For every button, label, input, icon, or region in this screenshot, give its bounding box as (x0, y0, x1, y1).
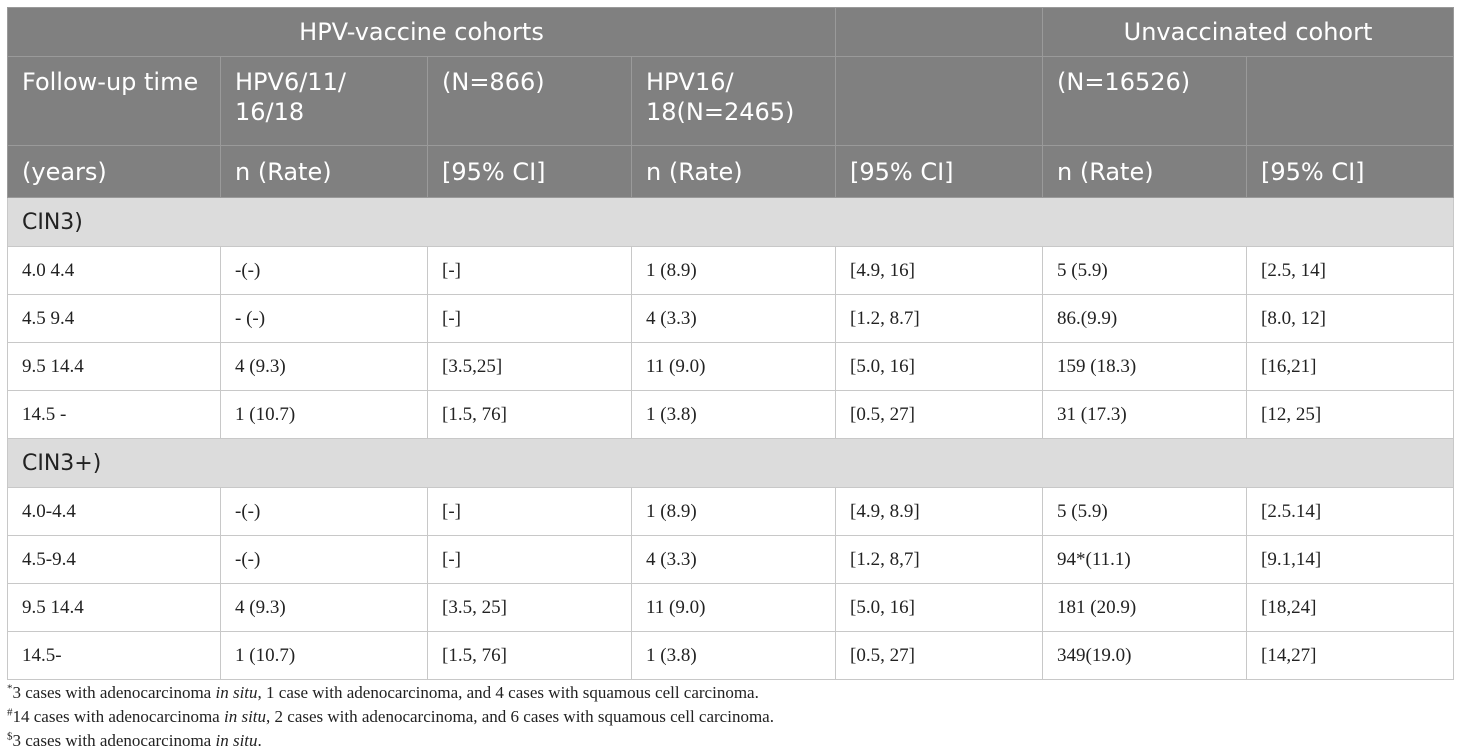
table-cell: [-] (428, 247, 632, 295)
header-measure-cell: n (Rate) (221, 146, 428, 198)
footnote-text-end: , 2 cases with adenocarcinoma, and 6 cases with squamous cell carcinoma. (266, 707, 774, 726)
table-cell: [14,27] (1247, 632, 1454, 680)
table-cell: [5.0, 16] (836, 584, 1043, 632)
table-cell: 1 (3.8) (632, 632, 836, 680)
table-cell: [2.5, 14] (1247, 247, 1454, 295)
header-unvaccinated-cohort: Unvaccinated cohort (1043, 8, 1454, 57)
header-measure-cell: [95% CI] (428, 146, 632, 198)
table-cell: -(-) (221, 247, 428, 295)
table-cell: [9.1,14] (1247, 536, 1454, 584)
header-cohort-cell: HPV6/11/ 16/18 (221, 57, 428, 146)
table-cell: [8.0, 12] (1247, 295, 1454, 343)
footnote (7, 705, 1453, 729)
table-cell: 4.0-4.4 (8, 488, 221, 536)
table-cell: 1 (10.7) (221, 632, 428, 680)
table-cell: [-] (428, 536, 632, 584)
header-cohort-cell (1247, 57, 1454, 146)
table-body (8, 198, 1454, 680)
results-table (7, 7, 1454, 680)
table-cell: 4 (3.3) (632, 295, 836, 343)
table-row (8, 295, 1454, 343)
footnote-mark: * (7, 682, 13, 695)
section-row (8, 439, 1454, 488)
table-cell: 1 (3.8) (632, 391, 836, 439)
header-vaccine-cohorts: HPV-vaccine cohorts (8, 8, 836, 57)
table-cell: 94*(11.1) (1043, 536, 1247, 584)
footnote-text: 14 cases with adenocarcinoma (12, 707, 224, 726)
table-cell: 9.5 14.4 (8, 584, 221, 632)
table-cell: 349(19.0) (1043, 632, 1247, 680)
footnote (7, 729, 1453, 753)
results-table-container (7, 7, 1453, 680)
header-measure-cell: (years) (8, 146, 221, 198)
table-cell: [3.5, 25] (428, 584, 632, 632)
table-cell: 159 (18.3) (1043, 343, 1247, 391)
table-cell: 181 (20.9) (1043, 584, 1247, 632)
table-cell: [0.5, 27] (836, 632, 1043, 680)
header-cohort-cell: Follow-up time (8, 57, 221, 146)
table-row (8, 632, 1454, 680)
footnote-italic: in situ (215, 683, 258, 702)
footnote-mark: $ (7, 730, 13, 743)
header-cohort-cell: (N=16526) (1043, 57, 1247, 146)
table-cell: 4.0 4.4 (8, 247, 221, 295)
footnote-text-end: , 1 case with adenocarcinoma, and 4 cases with squamous cell carcinoma. (257, 683, 759, 702)
table-cell: [0.5, 27] (836, 391, 1043, 439)
table-cell: 14.5 - (8, 391, 221, 439)
table-cell: 4.5-9.4 (8, 536, 221, 584)
table-cell: 14.5- (8, 632, 221, 680)
table-cell: [3.5,25] (428, 343, 632, 391)
table-cell: 1 (10.7) (221, 391, 428, 439)
table-row (8, 584, 1454, 632)
table-row (8, 536, 1454, 584)
table-cell: 11 (9.0) (632, 343, 836, 391)
table-row (8, 488, 1454, 536)
table-cell: [16,21] (1247, 343, 1454, 391)
footnote-text-end: . (257, 731, 262, 750)
table-cell: [1.2, 8.7] (836, 295, 1043, 343)
header-measure-cell: n (Rate) (1043, 146, 1247, 198)
table-cell: 86.(9.9) (1043, 295, 1247, 343)
header-measure-cell: n (Rate) (632, 146, 836, 198)
table-cell: 4.5 9.4 (8, 295, 221, 343)
header-cohort-cell (836, 57, 1043, 146)
table-cell: 4 (9.3) (221, 343, 428, 391)
table-row (8, 343, 1454, 391)
footnote-mark: # (7, 706, 13, 719)
footnote-italic: in situ (223, 707, 267, 726)
section-row (8, 198, 1454, 247)
footnote-text: 3 cases with adenocarcinoma (12, 731, 216, 750)
table-cell: 4 (9.3) (221, 584, 428, 632)
table-cell: 5 (5.9) (1043, 247, 1247, 295)
header-measure-cell: [95% CI] (1247, 146, 1454, 198)
header-cohort-cell: HPV16/ 18(N=2465) (632, 57, 836, 146)
table-cell: [12, 25] (1247, 391, 1454, 439)
header-row-cohorts (8, 57, 1454, 146)
footnote (7, 681, 1453, 705)
table-cell: 1 (8.9) (632, 247, 836, 295)
table-cell: [4.9, 8.9] (836, 488, 1043, 536)
table-cell: - (-) (221, 295, 428, 343)
header-row-measures (8, 146, 1454, 198)
section-label: CIN3) (8, 198, 1454, 247)
header-cohort-cell: (N=866) (428, 57, 632, 146)
section-label: CIN3+) (8, 439, 1454, 488)
table-cell: 4 (3.3) (632, 536, 836, 584)
table-cell: 9.5 14.4 (8, 343, 221, 391)
table-cell: [4.9, 16] (836, 247, 1043, 295)
header-measure-cell: [95% CI] (836, 146, 1043, 198)
table-cell: -(-) (221, 536, 428, 584)
table-cell: 1 (8.9) (632, 488, 836, 536)
table-cell: [1.2, 8,7] (836, 536, 1043, 584)
table-cell: [5.0, 16] (836, 343, 1043, 391)
header-row-groups (8, 8, 1454, 57)
footnotes (7, 681, 1453, 753)
table-cell: [18,24] (1247, 584, 1454, 632)
table-cell: [1.5, 76] (428, 391, 632, 439)
footnote-text: 3 cases with adenocarcinoma (12, 683, 216, 702)
table-cell: [-] (428, 295, 632, 343)
header-blank (836, 8, 1043, 57)
table-cell: [-] (428, 488, 632, 536)
table-cell: [1.5, 76] (428, 632, 632, 680)
table-row (8, 391, 1454, 439)
table-cell: 11 (9.0) (632, 584, 836, 632)
footnote-italic: in situ (215, 731, 258, 750)
table-cell: [2.5.14] (1247, 488, 1454, 536)
table-row (8, 247, 1454, 295)
table-cell: -(-) (221, 488, 428, 536)
table-cell: 31 (17.3) (1043, 391, 1247, 439)
table-cell: 5 (5.9) (1043, 488, 1247, 536)
